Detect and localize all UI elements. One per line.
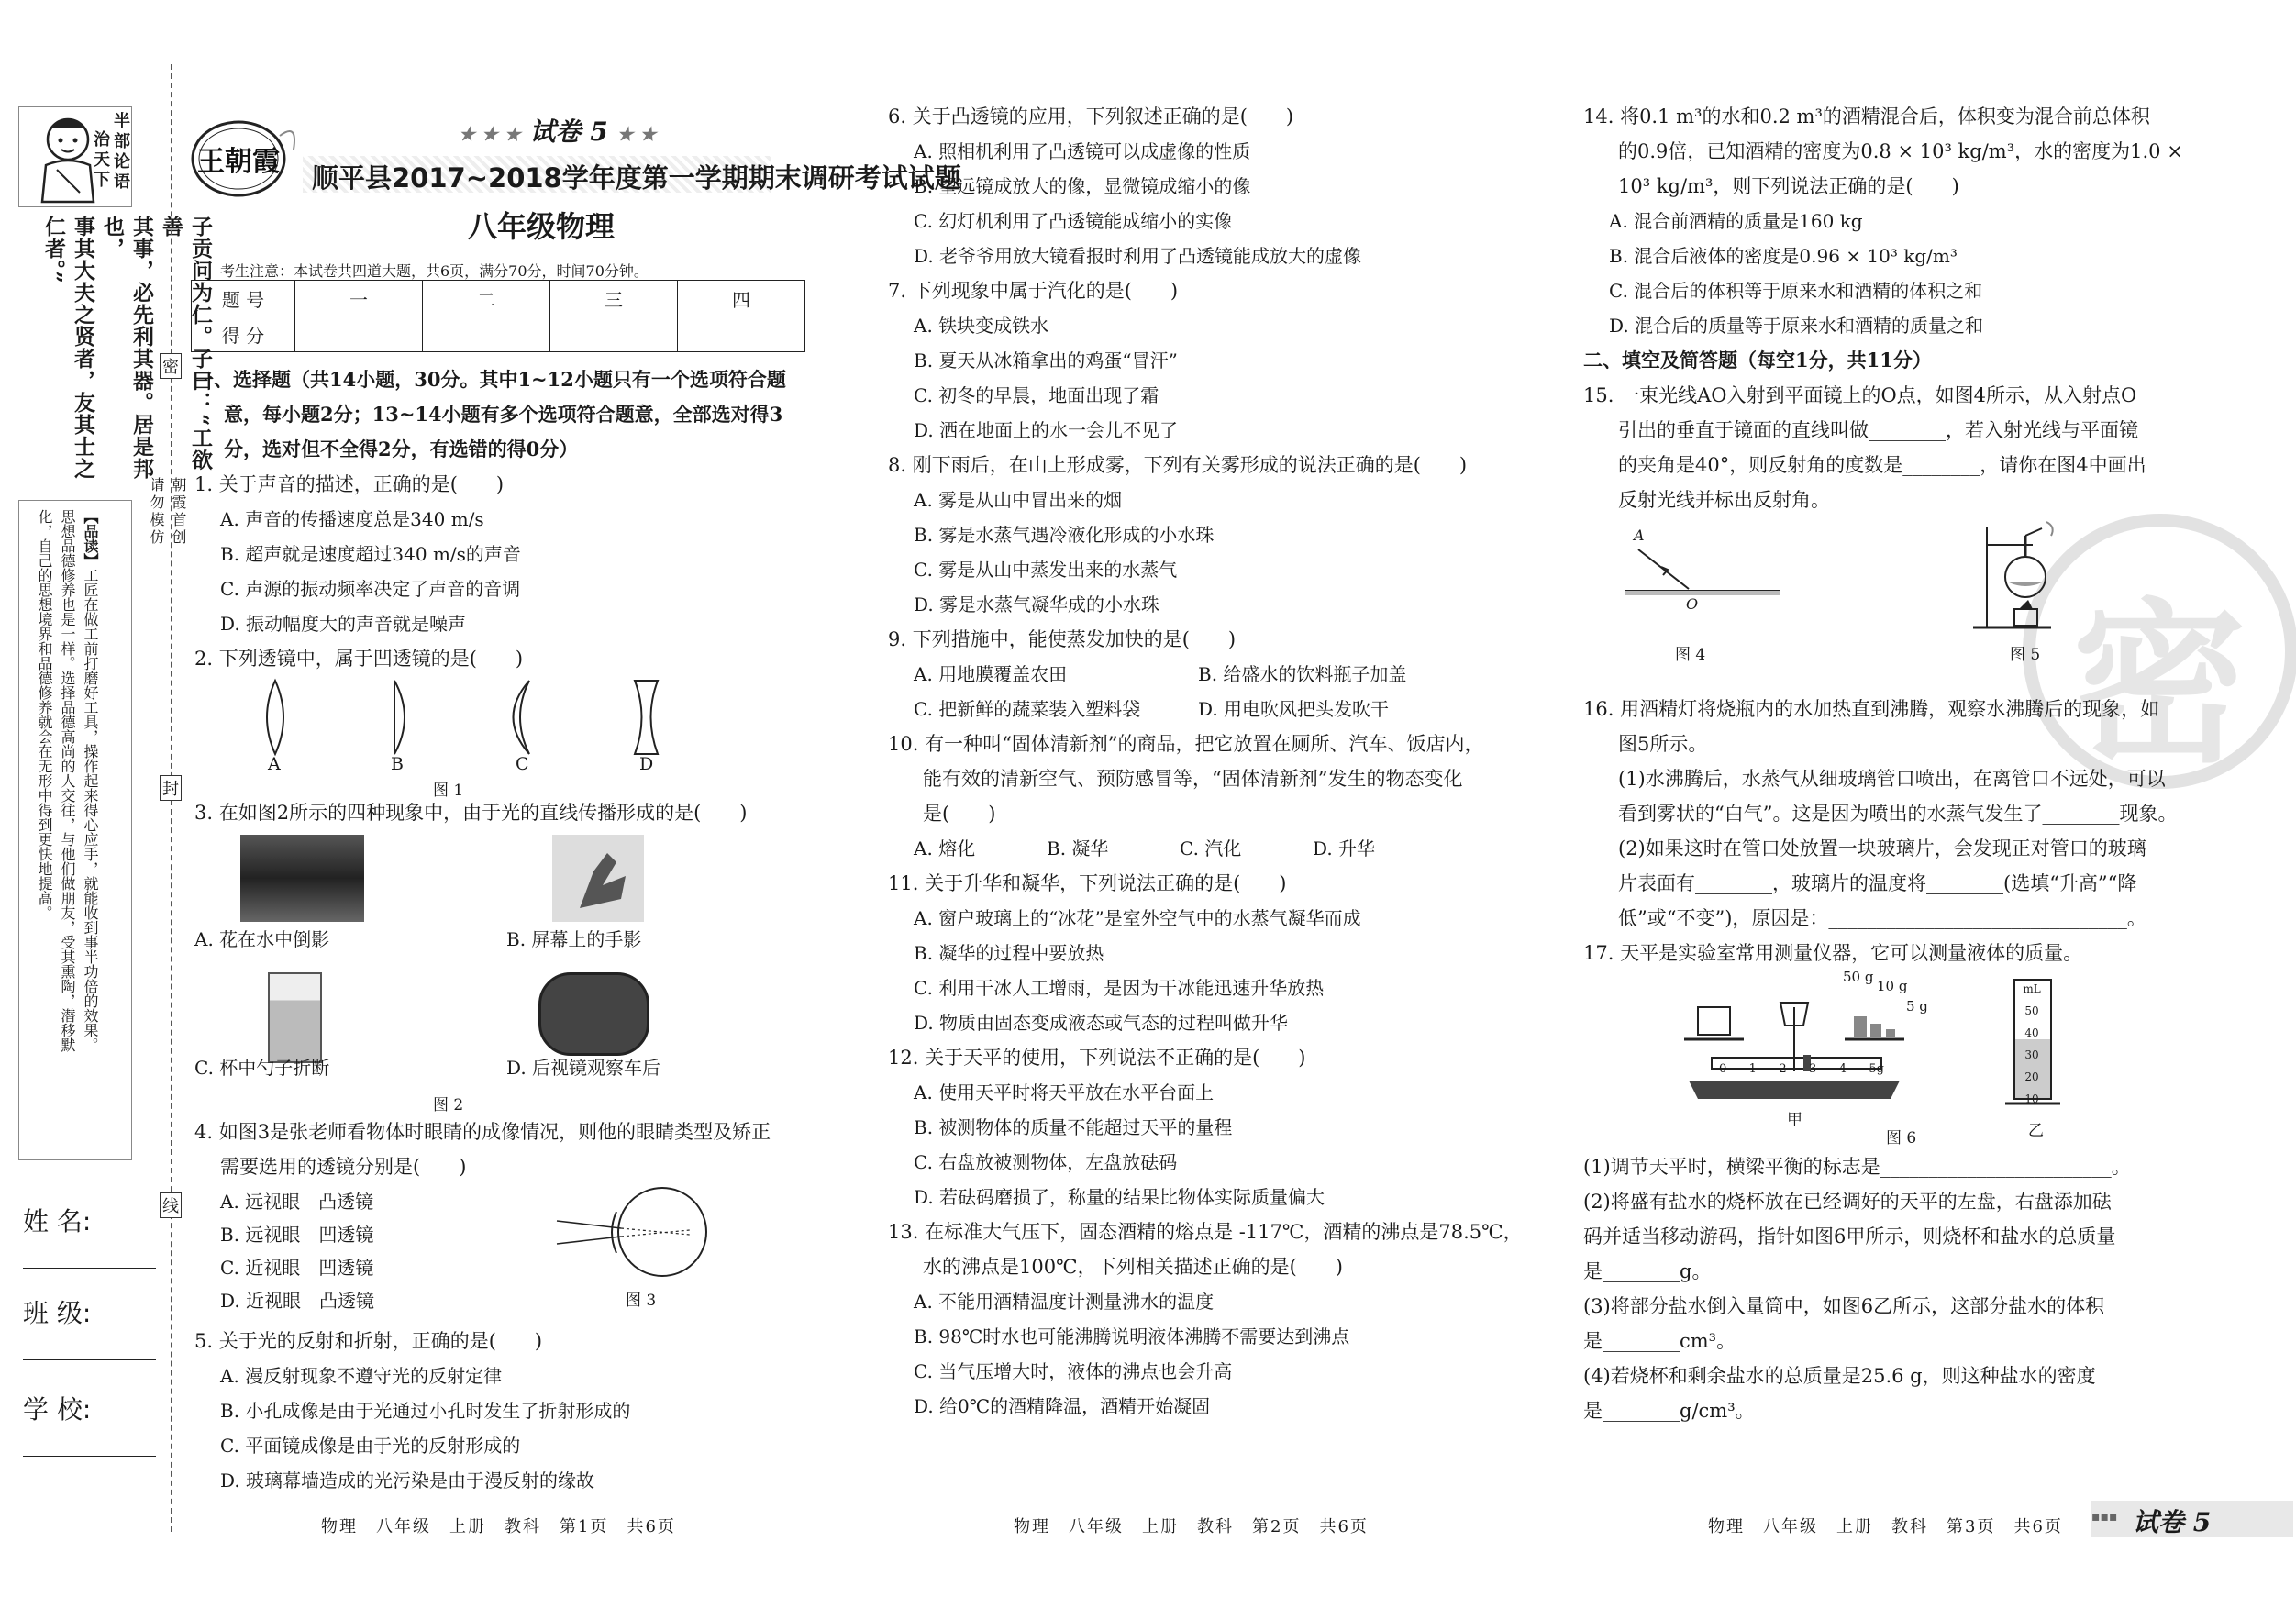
question-stem: 15. 一束光线AO入射到平面镜上的O点，如图4所示，从入射点O [1583,384,2137,406]
option[interactable]: D. 雾是水蒸气凝华成的小水珠 [914,593,1160,616]
question-stem[interactable]: 的夹角是40°，则反射角的度数是________，请你在图4中画出 [1618,454,2146,476]
cyl-tick: 50 [2024,1004,2039,1017]
weight-label: 10 g [1877,978,1908,994]
question-part[interactable]: 是________g/cm³。 [1583,1400,1755,1422]
figure-5-boiling-apparatus [1969,517,2079,637]
class-label: 班 级: [23,1298,92,1328]
section-heading: 分，选对但不全得2分，有选错的得0分） [224,438,579,460]
option[interactable]: C. 声源的振动频率决定了声音的音调 [220,578,521,600]
name-label: 姓 名: [23,1206,92,1237]
score-cell[interactable] [423,316,550,352]
option[interactable]: D. 玻璃幕墙造成的光污染是由于漫反射的缘故 [220,1469,595,1492]
figure-caption: 图 6 [1886,1129,1917,1148]
question-stem[interactable]: 看到雾状的“白气”。这是因为喷出的水蒸气发生了________现象。 [1618,803,2178,825]
question-stem: 10. 有一种叫“固体清新剂”的商品，把它放置在厕所、汽车、饭店内， [888,733,1484,755]
option[interactable]: B. 远视眼 凹透镜 [220,1224,374,1246]
option[interactable]: C. 当气压增大时，液体的沸点也会升高 [914,1360,1233,1382]
option[interactable]: D. 后视镜观察车后 [506,1057,661,1079]
label-o: O [1686,595,1699,613]
option[interactable]: C. 近视眼 凹透镜 [220,1257,374,1279]
page-title: 顺平县2017~2018学年度第一学期期末调研考试试题 [312,162,961,194]
option[interactable]: D. 若砝码磨损了，称量的结果比物体实际质量偏大 [914,1186,1325,1208]
option[interactable]: B. 夏天从冰箱拿出的鸡蛋“冒汗” [914,349,1178,372]
question-stem: 10³ kg/m³，则下列说法正确的是( ) [1618,175,1959,197]
corner-tag: ▪▪▪ 试卷 5 [2091,1501,2293,1537]
figure-4-mirror[interactable] [1620,536,1785,618]
logo-text: 王朝霞 [197,146,280,178]
question-stem: 1. 关于声音的描述，正确的是( ) [194,473,505,495]
question-stem: 需要选用的透镜分别是( ) [220,1156,467,1178]
option[interactable]: C. 把新鲜的蔬菜装入塑料袋 [914,698,1141,720]
weight-label: 50 g [1843,969,1874,985]
school-field[interactable] [23,1390,156,1457]
option[interactable]: A. 熔化 [914,837,976,859]
lens-diagrams [194,676,818,795]
question-stem: 9. 下列措施中，能使蒸发加快的是( ) [888,628,1237,650]
option[interactable]: C. 利用干冰人工增雨，是因为干冰能迅速升华放热 [914,977,1325,999]
seal-char: 密 [160,353,182,379]
scale-tick: 4 [1838,1062,1847,1076]
score-col: 三 [550,281,678,316]
option[interactable]: A. 铁块变成铁水 [914,315,1049,337]
option[interactable]: D. 用电吹风把头发吹干 [1198,698,1390,720]
lens-label[interactable]: C [516,754,529,774]
paper-tag: 试卷 5 [529,116,608,147]
scale-tick: 2 [1779,1062,1787,1076]
quote-main-line: 事其大夫之贤者，友其士之仁者。” [41,216,95,480]
question-stem[interactable]: 低”或“不变”)，原因是：_______________________________。 [1618,907,2146,929]
option[interactable]: A. 使用天平时将天平放在水平台面上 [914,1081,1215,1103]
cyl-tick: 10 [2024,1092,2039,1105]
lens-label[interactable]: A [268,754,281,774]
page-1 [194,362,818,1498]
page-footer: 物理 八年级 上册 教科 第2页 共6页 [1014,1517,1369,1536]
question-stem: 14. 将0.1 m³的水和0.2 m³的酒精混合后，体积变为混合前总体积 [1583,105,2150,128]
option[interactable]: D. 老爷爷用放大镜看报时利用了凸透镜能成放大的虚像 [914,245,1362,267]
pindu-text: 思想品德修养也是一样。选择品德高尚的人交往，与他们做朋友，受其熏陶，潜移默 [59,509,76,1052]
page-footer: 物理 八年级 上册 教科 第1页 共6页 [321,1517,676,1536]
scale-tick: 1 [1748,1062,1757,1076]
weight-label: 5 g [1906,998,1928,1015]
option[interactable]: C. 混合后的体积等于原来水和酒精的体积之和 [1609,280,1983,302]
option[interactable]: D. 近视眼 凸透镜 [220,1290,375,1312]
question-stem: 16. 用酒精灯将烧瓶内的水加热直到沸腾，观察水沸腾后的现象，如 [1583,698,2160,720]
photo-hand-shadow [552,835,644,922]
option[interactable]: A. 漫反射现象不遵守光的反射定律 [220,1365,503,1387]
pindu-title: 【品读】 [82,509,99,568]
question-stem: 水的沸点是100℃，下列相关描述正确的是( ) [923,1256,1343,1278]
figure-caption: 图 5 [2010,646,2041,664]
option[interactable]: A. 声音的传播速度总是340 m/s [220,508,484,530]
cylinder-label: 乙 [2028,1122,2044,1140]
option[interactable]: B. 给盛水的饮料瓶子加盖 [1198,663,1407,685]
figure-caption: 图 4 [1675,646,1706,664]
seal-char: 封 [160,775,182,801]
corner-tag-text: 试卷 5 [2133,1507,2212,1537]
question-part: (2)将盛有盐水的烧杯放在已经调好的天平的左盘，右盘添加砝 [1583,1191,2112,1213]
option[interactable]: C. 雾是从山中蒸发出来的水蒸气 [914,559,1178,581]
photo-flower-reflection [240,835,364,922]
option[interactable]: C. 汽化 [1180,837,1242,859]
option[interactable]: A. 照相机利用了凸透镜可以成虚像的性质 [914,140,1251,162]
score-col: 二 [423,281,550,316]
lens-label[interactable]: D [639,754,654,774]
question-part: (4)若烧杯和剩余盐水的总质量是25.6 g，则这种盐水的密度 [1583,1365,2096,1387]
option[interactable]: D. 物质由固态变成液态或气态的过程叫做升华 [914,1012,1289,1034]
scale-tick: 5g [1869,1062,1884,1076]
quote-main-line: 子贡问为仁。子曰：“工欲善 [159,216,213,471]
name-field[interactable] [23,1202,156,1269]
section-heading: 意，每小题2分；13~14小题有多个选项符合题意，全部选对得3 [224,403,783,426]
scale-tick: 0 [1719,1062,1727,1076]
quote-small-line: 治天下 [91,130,110,191]
cyl-tick: 20 [2024,1070,2039,1083]
option[interactable]: A. 不能用酒精温度计测量沸水的温度 [914,1291,1215,1313]
score-table [191,280,805,352]
score-row-label: 得 分 [192,316,295,352]
school-label: 学 校: [23,1394,92,1425]
question-stem: 7. 下列现象中属于汽化的是( ) [888,280,1179,302]
question-stem: 2. 下列透镜中，属于凹透镜的是( ) [194,648,524,670]
question-part: 码并适当移动游码，指针如图6甲所示，则烧杯和盐水的总质量 [1583,1225,2116,1248]
score-cell[interactable] [295,316,423,352]
section-heading: 一、选择题（共14小题，30分。其中1~12小题只有一个选项符合题 [194,368,786,391]
question-stem: 13. 在标准大气压下，固态酒精的熔点是 -117℃，酒精的沸点是78.5℃， [888,1221,1523,1243]
question-stem: 是( ) [923,803,996,825]
pindu-text: 工匠在做工前打磨好工具，操作起来得心应手，就能收到事半功倍的效果。 [82,568,99,1052]
option[interactable]: B. 雾是水蒸气遇冷液化形成的小水珠 [914,524,1215,546]
question-stem: (1)水沸腾后，水蒸气从细玻璃管口喷出，在离管口不远处，可以 [1618,768,2166,790]
pindu-text: 化，自己的思想境界和品德修养就会在无形中得到更快地提高。 [36,509,53,920]
option[interactable]: B. 凝华的过程中要放热 [914,942,1104,964]
question-stem: 6. 关于凸透镜的应用，下列叙述正确的是( ) [888,105,1294,128]
question-part[interactable]: 是________g。 [1583,1260,1712,1282]
question-stem: 12. 关于天平的使用，下列说法不正确的是( ) [888,1047,1306,1069]
option[interactable]: C. 右盘放被测物体，左盘放砝码 [914,1151,1178,1173]
option[interactable]: C. 初冬的早晨，地面出现了霜 [914,384,1159,406]
question-part[interactable]: (1)调节天平时，横梁平衡的标志是________________________。 [1583,1156,2131,1178]
option[interactable]: D. 给0℃的酒精降温，酒精开始凝固 [914,1395,1211,1417]
option[interactable]: B. 凝华 [1047,837,1109,859]
option[interactable]: A. 混合前酒精的质量是160 kg [1609,210,1863,232]
option[interactable]: A. 雾是从山中冒出来的烟 [914,489,1123,511]
option[interactable]: A. 远视眼 凸透镜 [220,1191,374,1213]
option[interactable]: A. 用地膜覆盖农田 [914,663,1068,685]
question-part[interactable]: 是________cm³。 [1583,1330,1736,1352]
question-stem: 反射光线并标出反射角。 [1618,489,1830,511]
option[interactable]: D. 洒在地面上的水一会儿不见了 [914,419,1179,441]
question-stem: 11. 关于升华和凝华，下列说法正确的是( ) [888,872,1287,894]
scale-tick: 3 [1809,1062,1817,1076]
option[interactable]: B. 小孔成像是由于光通过小孔时发生了折射形成的 [220,1400,631,1422]
option[interactable]: B. 98℃时水也可能沸腾说明液体沸腾不需要达到沸点 [914,1325,1350,1347]
option[interactable]: D. 混合后的质量等于原来水和酒精的质量之和 [1609,315,1984,337]
option[interactable]: A. 窗户玻璃上的“冰花”是室外空气中的水蒸气凝华而成 [914,907,1361,929]
option[interactable]: B. 混合后液体的密度是0.96 × 10³ kg/m³ [1609,245,1958,267]
figure-caption: 图 3 [626,1292,657,1310]
page-footer: 物理 八年级 上册 教科 第3页 共6页 [1708,1517,2063,1536]
question-stem: 4. 如图3是张老师看物体时眼睛的成像情况，则他的眼睛类型及矫正 [194,1121,771,1143]
seal-char: 线 [160,1192,182,1218]
section-heading: 二、填空及简答题（每空1分，共11分） [1583,349,1932,372]
score-col: 一 [295,281,423,316]
mid-note: 请勿模仿 [148,477,165,547]
score-row-label: 题 号 [192,281,295,316]
lens-label[interactable]: B [391,754,404,774]
option[interactable]: D. 升华 [1313,837,1376,859]
option[interactable]: B. 望远镜成放大的像，显微镜成缩小的像 [914,175,1251,197]
question-stem: 5. 关于光的反射和折射，正确的是( ) [194,1330,543,1352]
option[interactable]: B. 屏幕上的手影 [506,928,642,950]
eye-diagram [552,1184,736,1285]
cyl-tick: 30 [2024,1048,2039,1061]
score-cell[interactable] [678,316,805,352]
option[interactable]: D. 振动幅度大的声音就是噪声 [220,613,467,635]
label-a: A [1634,527,1645,544]
option[interactable]: B. 超声就是速度超过340 m/s的声音 [220,543,521,565]
option[interactable]: C. 平面镜成像是由于光的反射形成的 [220,1435,521,1457]
brand-logo [188,108,303,200]
quote-main-line: 其事，必先利其器。居是邦也， [100,216,154,480]
question-stem[interactable]: 引出的垂直于镜面的直线叫做________，若入射光线与平面镜 [1618,419,2138,441]
photo-rearview-mirror [538,972,649,1056]
notice: 考生注意：本试卷共四道大题，共6页，满分70分，时间70分钟。 [220,262,649,280]
balance-label: 甲 [1787,1111,1802,1129]
watermark-char: 密 [2072,582,2247,786]
score-cell[interactable] [550,316,678,352]
page-3 [1583,99,2207,1428]
question-stem: 17. 天平是实验室常用测量仪器，它可以测量液体的质量。 [1583,942,2083,964]
question-stem: 3. 在如图2所示的四种现象中，由于光的直线传播形成的是( ) [194,802,748,824]
question-stem: (2)如果这时在管口处放置一块玻璃片，会发现正对管口的玻璃 [1618,837,2146,859]
page-2 [888,99,1523,1424]
mid-note: 朝霞首创 [170,477,187,547]
score-col: 四 [678,281,805,316]
figure-caption: 图 1 [433,782,464,800]
question-stem: 的0.9倍，已知酒精的密度为0.8 × 10³ kg/m³，水的密度为1.0 × [1618,140,2183,162]
question-part: (3)将部分盐水倒入量筒中，如图6乙所示，这部分盐水的体积 [1583,1295,2105,1317]
option[interactable]: C. 幻灯机利用了凸透镜能成缩小的实像 [914,210,1233,232]
class-field[interactable] [23,1293,156,1360]
figure-caption: 图 2 [433,1096,464,1115]
question-stem: 能有效的清新空气、预防感冒等，“固体清新剂”发生的物态变化 [923,768,1463,790]
option[interactable]: A. 花在水中倒影 [194,928,330,950]
cyl-tick: 40 [2024,1026,2039,1039]
question-stem[interactable]: 片表面有________，玻璃片的温度将________(选填“升高”“降 [1618,872,2137,894]
cyl-tick: mL [2023,982,2041,995]
quote-small-line: 半部论语 [111,112,130,193]
question-stem: 图5所示。 [1618,733,1708,755]
subject-title: 八年级物理 [468,209,616,244]
question-stem: 8. 刚下雨后，在山上形成雾，下列有关雾形成的说法正确的是( ) [888,454,1468,476]
option[interactable]: C. 杯中勺子折断 [194,1057,330,1079]
option[interactable]: B. 被测物体的质量不能超过天平的量程 [914,1116,1233,1138]
